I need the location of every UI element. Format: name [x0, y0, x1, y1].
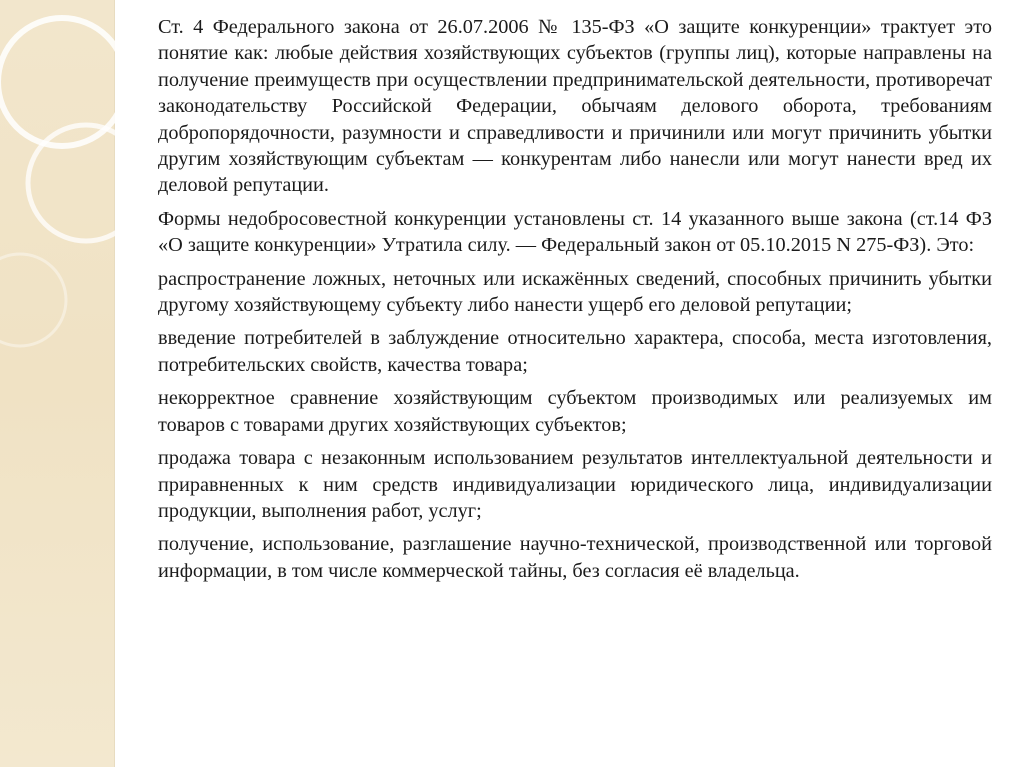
decorative-circles — [0, 0, 140, 767]
list-item: некорректное сравнение хозяйствующим субъектом производимых или реализуемых им товаров с товарами других хозяйствующих субъектов; — [158, 387, 992, 436]
list-item: введение потребителей в заблуждение относительно характера, способа, места изготовления, потребительских свойств, качества товара; — [158, 327, 992, 376]
text-body — [158, 14, 992, 591]
list-item: получение, использование, разглашение научно-технической, производственной или торговой информации, в том числе коммерческой тайны, без согласия её владельца. — [158, 533, 992, 582]
paragraph-forms-intro: Формы недобросовестной конкуренции установлены ст. 14 указанного выше закона (ст.14 ФЗ «О защите конкуренции» Утратила силу. — Федеральный закон от 05.10.2015 N 275-ФЗ). Это: — [158, 207, 992, 257]
list-item: распространение ложных, неточных или искажённых сведений, способных причинить убытки другому хозяйствующему субъекту либо нанести ущерб его деловой репутации; — [158, 267, 992, 317]
list-item: продажа товара с незаконным использованием результатов интеллектуальной деятельности и приравненных к ним средств индивидуализации юридического лица, индивидуализации продукции, выполнения работ, услуг; — [158, 447, 992, 522]
paragraph-definition: Ст. 4 Федерального закона от 26.07.2006 № 135-ФЗ «О защите конкуренции» трактует это понятие как: любые действия хозяйствующих субъектов (группы лиц), которые направлены на получение преимуществ при осуществлении предпринимательской деятельности, противоречат законодательству Российской Федерации, обычаям делового оборота, требованиям добропорядочности, разумности и справедливости и причинили или могут причинить убытки другим хозяйствующим субъектам — конкурентам либо нанесли или могут нанести вред их деловой репутации. — [158, 16, 992, 197]
